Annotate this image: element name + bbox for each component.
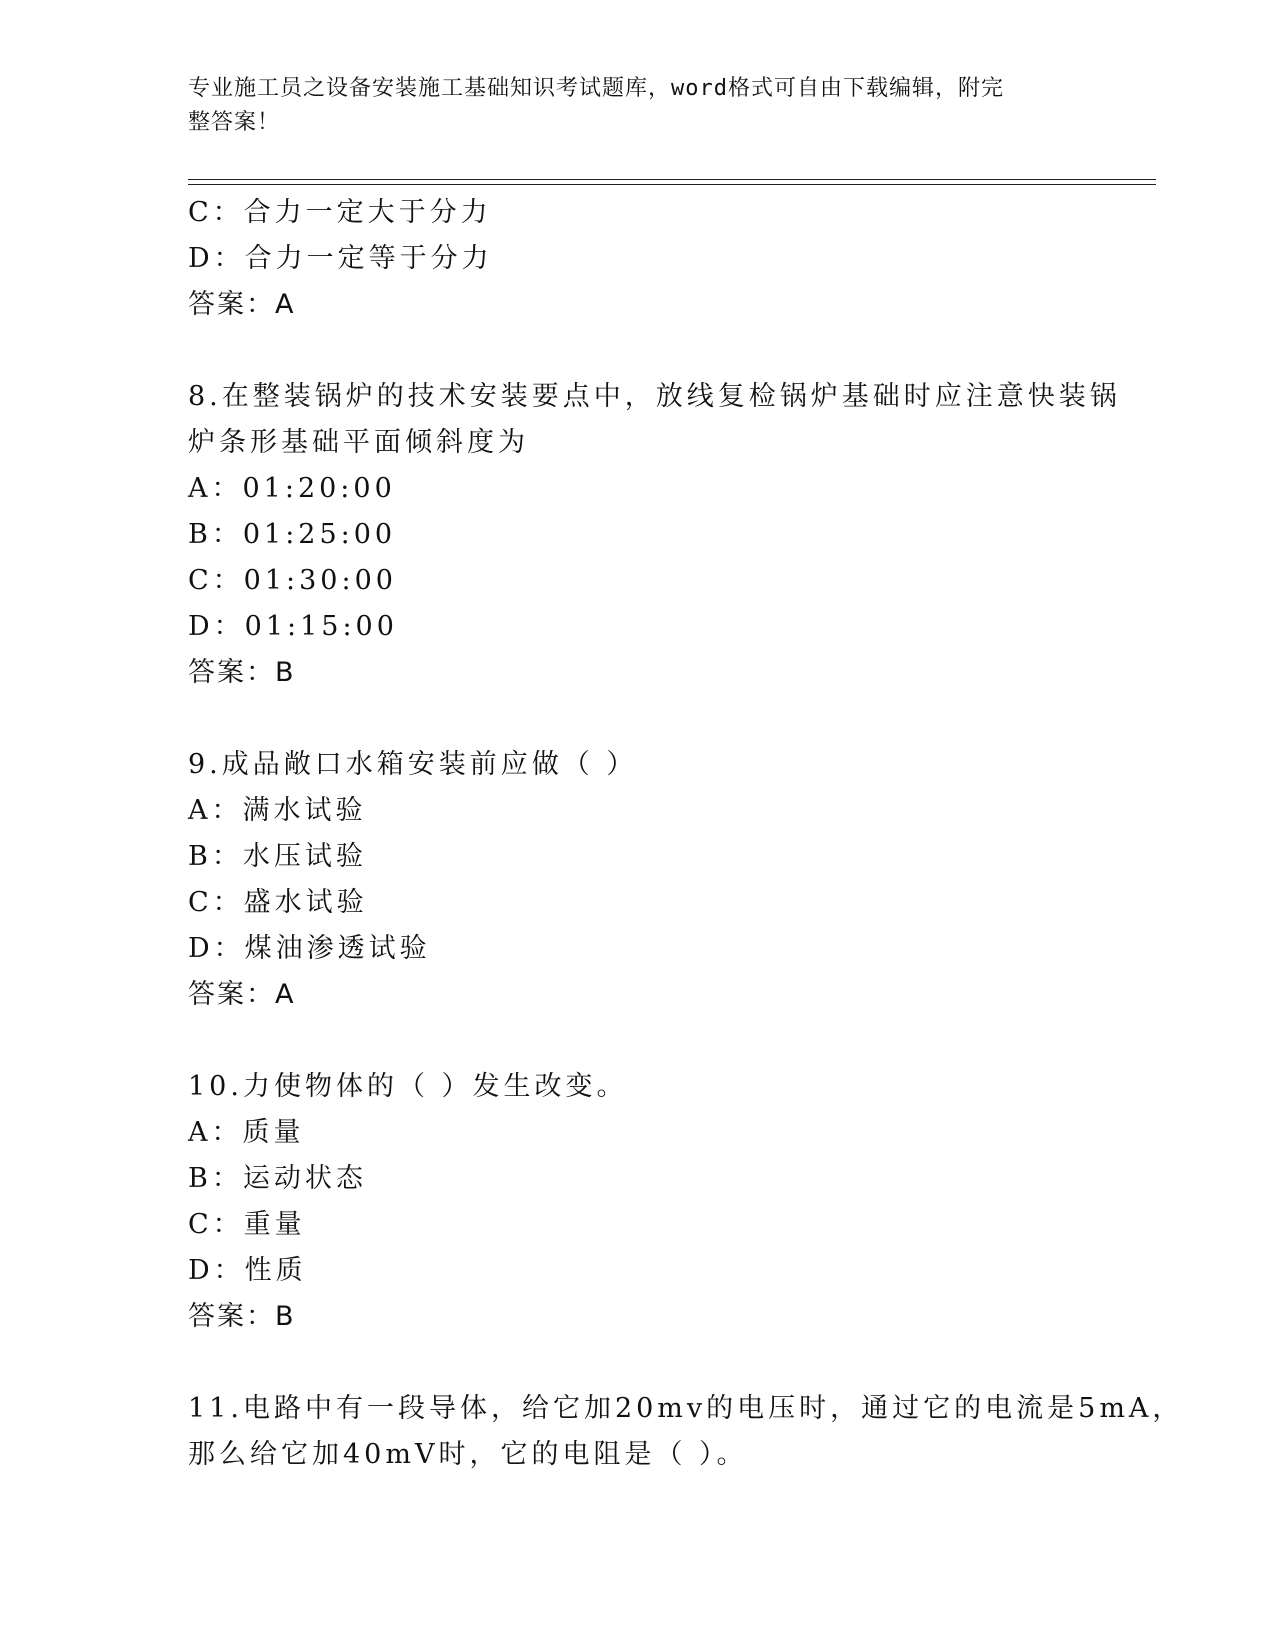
question-stem: 8.在整装锅炉的技术安装要点中，放线复检锅炉基础时应注意快装锅 [188, 381, 1121, 412]
option-a: A：质量 [188, 1117, 305, 1148]
answer-line: 答案：B [188, 1301, 296, 1332]
answer-line: 答案：A [188, 289, 296, 320]
document-body [188, 190, 1184, 1478]
question-7-tail [188, 190, 1088, 328]
option-c: C：合力一定大于分力 [188, 197, 492, 228]
option-c: C：01:30:00 [188, 565, 397, 596]
document-header [188, 72, 1068, 140]
option-d: D：性质 [188, 1255, 307, 1286]
option-a: A：01:20:00 [188, 473, 396, 504]
question-10 [188, 1064, 1088, 1340]
option-d: D：煤油渗透试验 [188, 933, 431, 964]
header-divider-top [188, 179, 1156, 180]
spacer [188, 1018, 1088, 1064]
option-a: A：满水试验 [188, 795, 367, 826]
spacer [188, 328, 1088, 374]
question-8 [188, 374, 1121, 696]
option-b: B：01:25:00 [188, 519, 397, 550]
question-stem-continued: 那么给它加40mV时，它的电阻是（ ）。 [188, 1439, 748, 1470]
option-c: C：盛水试验 [188, 887, 368, 918]
question-9 [188, 742, 1088, 1018]
answer-line: 答案：B [188, 657, 296, 688]
option-d: D：01:15:00 [188, 611, 398, 642]
option-d: D：合力一定等于分力 [188, 243, 493, 274]
spacer [188, 1340, 1088, 1386]
option-b: B：运动状态 [188, 1163, 367, 1194]
question-stem: 9.成品敞口水箱安装前应做（ ） [188, 749, 638, 780]
option-c: C：重量 [188, 1209, 306, 1240]
header-line-2: 整答案！ [188, 110, 281, 135]
question-stem: 10.力使物体的（ ）发生改变。 [188, 1071, 628, 1102]
header-divider-bottom [188, 184, 1156, 185]
option-b: B：水压试验 [188, 841, 367, 872]
question-stem-continued: 炉条形基础平面倾斜度为 [188, 427, 529, 458]
question-11 [188, 1386, 1184, 1478]
question-stem: 11.电路中有一段导体，给它加20mv的电压时，通过它的电流是5mA， [188, 1393, 1184, 1424]
spacer [188, 696, 1088, 742]
answer-line: 答案：A [188, 979, 296, 1010]
header-line-1: 专业施工员之设备安装施工基础知识考试题库，word格式可自由下载编辑，附完 [188, 76, 1004, 101]
